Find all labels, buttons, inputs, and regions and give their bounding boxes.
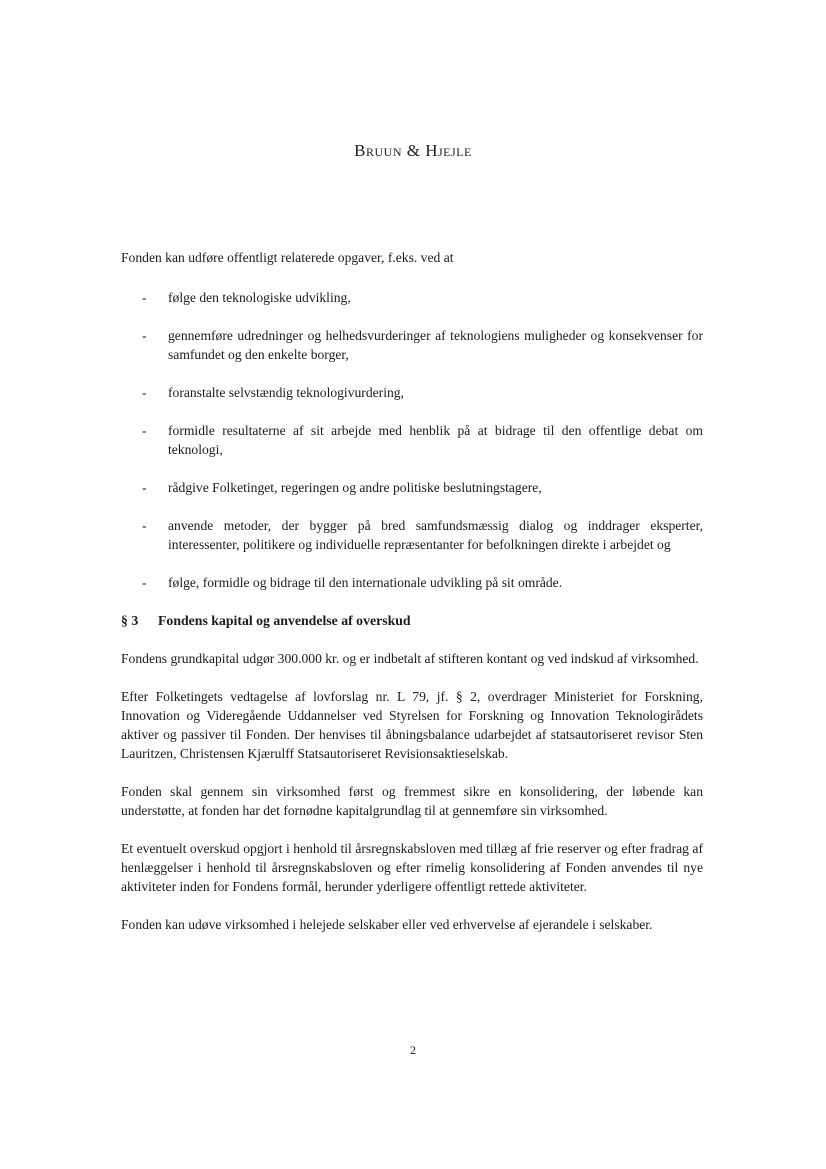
list-item	[121, 288, 703, 307]
list-item	[121, 516, 703, 554]
list-item-text: følge den teknologiske udvikling,	[168, 290, 351, 305]
document-body	[121, 248, 703, 953]
section-number: § 3	[121, 613, 139, 628]
task-list	[121, 288, 703, 592]
list-item-text: følge, formidle og bidrage til den internationale udvikling på sit område.	[168, 575, 563, 590]
list-item-text: formidle resultaterne af sit arbejde med henblik på at bidrage til den offentlige debat om teknologi,	[168, 423, 703, 457]
page-number: 2	[410, 1043, 416, 1057]
list-item-text: foranstalte selvstændig teknologivurdering,	[168, 385, 404, 400]
list-item-text: rådgive Folketinget, regeringen og andre politiske beslutningstagere,	[168, 480, 542, 495]
list-dash: -	[142, 480, 147, 495]
list-dash: -	[142, 518, 147, 533]
list-dash: -	[142, 423, 147, 438]
list-dash: -	[142, 385, 147, 400]
section-title: Fondens kapital og anvendelse af overskud	[158, 613, 411, 628]
paragraph-capital: Fondens grundkapital udgør 300.000 kr. og er indbetalt af stifteren kontant og ved indskud af virksomhed.	[121, 651, 699, 666]
list-item	[121, 383, 703, 402]
list-item	[121, 326, 703, 364]
list-dash: -	[142, 290, 147, 305]
list-dash: -	[142, 328, 147, 343]
list-item	[121, 573, 703, 592]
list-item	[121, 478, 703, 497]
list-item	[121, 421, 703, 459]
list-item-text: anvende metoder, der bygger på bred samfundsmæssig dialog og inddrager eksperter, interessenter, politikere og individuelle repræsentanter for befolkningen direkte i arbejdet og	[168, 518, 703, 552]
paragraph-surplus: Et eventuelt overskud opgjort i henhold til årsregnskabsloven med tillæg af frie reserver og efter fradrag af henlæggelser i henhold til årsregnskabsloven og efter rimelig konsolidering af Fonden anvendes til nye aktiviteter inden for Fondens formål, herunder yderligere offentligt rettede aktiviteter.	[121, 841, 703, 894]
list-dash: -	[142, 575, 147, 590]
paragraph-subsidiaries: Fonden kan udøve virksomhed i helejede selskaber eller ved erhvervelse af ejerandele i selskaber.	[121, 917, 653, 932]
section-heading	[121, 611, 703, 630]
intro-paragraph: Fonden kan udføre offentligt relaterede opgaver, f.eks. ved at	[121, 250, 454, 265]
paragraph-consolidation: Fonden skal gennem sin virksomhed først og fremmest sikre en konsolidering, der løbende kan understøtte, at fonden har det fornødne kapitalgrundlag til at gennemføre sin virksomhed.	[121, 784, 703, 818]
paragraph-transfer: Efter Folketingets vedtagelse af lovforslag nr. L 79, jf. § 2, overdrager Ministeriet for Forskning, Innovation og Videregående Uddannelser ved Styrelsen for Forskning og Innovation Teknologirådets aktiver og passiver til Fonden. Der henvises til åbningsbalance udarbejdet af statsautoriseret revisor Sten Lauritzen, Christensen Kjærulff Statsautoriseret Revisionsaktieselskab.	[121, 689, 703, 761]
letterhead: Bruun & Hjejle	[354, 141, 472, 160]
list-item-text: gennemføre udredninger og helhedsvurderinger af teknologiens muligheder og konsekvenser for samfundet og den enkelte borger,	[168, 328, 703, 362]
